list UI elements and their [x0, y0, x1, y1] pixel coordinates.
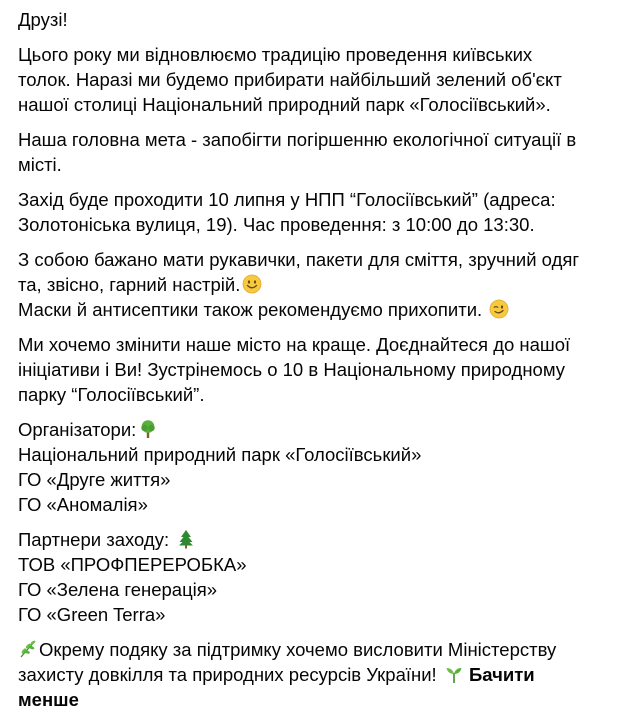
see-less-link[interactable]: менше [18, 689, 79, 710]
invite-line: ініціативи і Ви! Зустрінемось о 10 в Національному природному [18, 359, 566, 380]
thanks-text: Окрему подяку за підтримку хочемо висловити Міністерству [39, 639, 557, 660]
bring-line: З собою бажано мати рукавички, пакети для сміття, зручний одяг [18, 249, 580, 270]
see-less-line [18, 687, 614, 712]
goal-line: Наша головна мета - запобігти погіршенню екологічної ситуації в [18, 129, 577, 150]
evergreen-tree-icon [176, 529, 196, 549]
seedling-icon [444, 664, 464, 684]
invite-paragraph [18, 332, 614, 407]
partner-item: ГО «Зелена генерація» [18, 579, 218, 600]
post-body [18, 7, 614, 722]
bring-line-text: та, звісно, гарний настрій. [18, 274, 241, 295]
organizers-title: Організатори: [18, 419, 137, 440]
event-line: Захід буде проходити 10 липня у НПП “Голосіївський” (адреса: [18, 189, 556, 210]
intro-paragraph [18, 42, 614, 117]
intro-line: Цього року ми відновлюємо традицію проведення київських [18, 44, 533, 65]
organizers-heading [18, 417, 614, 442]
intro-line: толок. Наразі ми будемо прибирати найбільший зелений об'єкт [18, 69, 562, 90]
partners-title: Партнери заходу: [18, 529, 170, 550]
thanks-line [18, 637, 614, 662]
event-paragraph [18, 187, 614, 237]
thanks-text: захисту довкілля та природних ресурсів України! [18, 664, 437, 685]
winking-face-icon [489, 299, 509, 319]
goal-paragraph [18, 127, 614, 177]
bring-paragraph [18, 247, 614, 322]
deciduous-tree-icon [138, 419, 158, 439]
organizer-item: Національний природний парк «Голосіївський» [18, 444, 422, 465]
partners-paragraph [18, 527, 614, 627]
smiling-face-icon [242, 274, 262, 294]
organizer-item: ГО «Друге життя» [18, 469, 171, 490]
organizer-item: ГО «Аномалія» [18, 494, 148, 515]
greeting-text: Друзі! [18, 9, 68, 30]
thanks-line [18, 662, 614, 687]
herb-icon [18, 639, 38, 659]
intro-line: нашої столиці Національний природний парк «Голосіївський». [18, 94, 551, 115]
partner-item: ТОВ «ПРОФПЕРЕРОБКА» [18, 554, 247, 575]
partners-heading [18, 527, 614, 552]
see-less-link[interactable]: Бачити [468, 664, 535, 685]
invite-line: Ми хочемо змінити наше місто на краще. Доєднайтеся до нашої [18, 334, 571, 355]
organizers-paragraph [18, 417, 614, 517]
greeting-paragraph [18, 7, 614, 32]
bring-line [18, 272, 614, 297]
masks-line [18, 297, 614, 322]
goal-line: місті. [18, 154, 62, 175]
invite-line: парку “Голосіївський”. [18, 384, 205, 405]
thanks-paragraph [18, 637, 614, 712]
masks-text: Маски й антисептики також рекомендуємо прихопити. [18, 299, 483, 320]
partner-item: ГО «Green Terra» [18, 604, 166, 625]
event-line: Золотоніська вулиця, 19). Час проведення: з 10:00 до 13:30. [18, 214, 535, 235]
